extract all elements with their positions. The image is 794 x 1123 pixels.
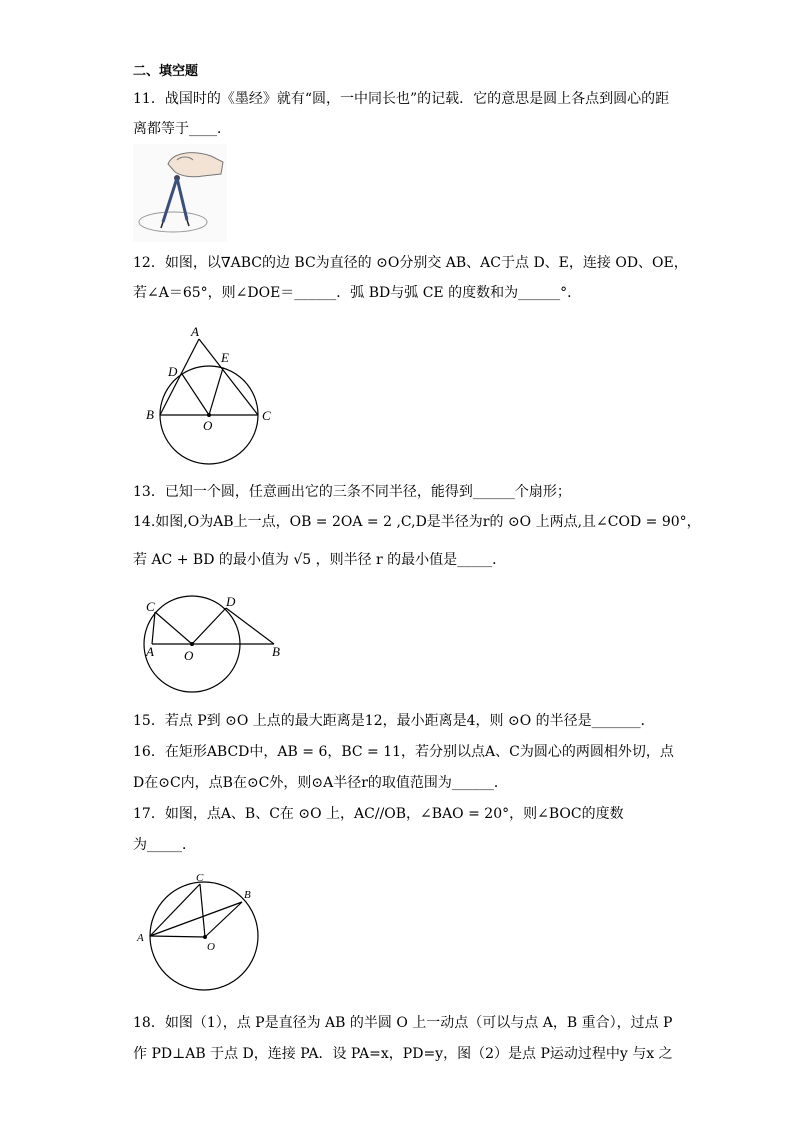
q12-label-e: E [221,350,229,365]
q17-line-1: 17．如图，点A、B、C在 ⊙O 上，AC//OB，∠BAO = 20°，则∠BOC的度数 [133,806,624,822]
q14-label-o: O [184,648,194,663]
q12-label-a: A [191,324,199,339]
q12-label-o: O [203,418,213,433]
q16-line-2: D在⊙C内，点B在⊙C外，则⊙A半径r的取值范围为______． [133,775,508,791]
compass-drawing-image [133,144,227,242]
q14-line-1: 14.如图,O为AB上一点，OB = 2OA = 2 ,C,D是半径为r的 ⊙O 上两点,且∠COD = 90°， [133,514,701,530]
q17-label-c: C [196,872,204,884]
q17-label-o: O [207,941,215,953]
q16-line-1: 16．在矩形ABCD中，AB = 6，BC = 11，若分别以点A、C为圆心的两圆相外切，点 [133,744,674,760]
q14-label-a: A [146,644,154,659]
q15-line-1: 15．若点 P到 ⊙O 上点的最大距离是12，最小距离是4，则 ⊙O 的半径是_______． [133,713,655,729]
q11-line-2: 离都等于____． [133,121,231,137]
q18-line-2: 作 PD⊥AB 于点 D，连接 PA．设 PA=x，PD=y，图（2）是点 P运动过程中y 与x 之 [133,1046,673,1062]
q12-line-1: 12．如图，以∇ABC的边 BC为直径的 ⊙O分别交 AB、AC于点 D、E，连接 OD、OE， [133,255,688,271]
q17-label-b: B [244,889,251,901]
q13-line-1: 13．已知一个圆，任意画出它的三条不同半径，能得到______个扇形； [133,484,571,500]
q12-label-c: C [262,408,271,423]
q12-label-d: D [168,364,178,379]
q12-circle-triangle-figure [140,318,280,478]
q14-label-b: B [272,644,280,659]
q11-line-1: 11．战国时的《墨经》就有“圆，一中同长也”的记载．它的意思是圆上各点到圆心的距 [133,91,670,107]
q14-label-c: C [146,599,155,614]
q17-label-a: A [137,932,144,944]
q12-label-b: B [146,407,154,422]
section-title: 二、填空题 [133,64,199,79]
q18-line-1: 18．如图（1），点 P是直径为 AB 的半圆 O 上一动点（可以与点 A，B 重合），过点 P [133,1015,673,1031]
q14-label-d: D [226,594,236,609]
q14-circle-segment-figure [140,588,290,698]
q17-circle-figure [134,870,264,994]
q12-line-2: 若∠A＝65°，则∠DOE＝______．弧 BD与弧 CE 的度数和为______°． [133,285,582,301]
q14-line-2: 若 AC + BD 的最小值为 √5 ，则半径 r 的最小值是_____． [133,552,507,568]
q17-line-2: 为_____． [133,837,196,853]
